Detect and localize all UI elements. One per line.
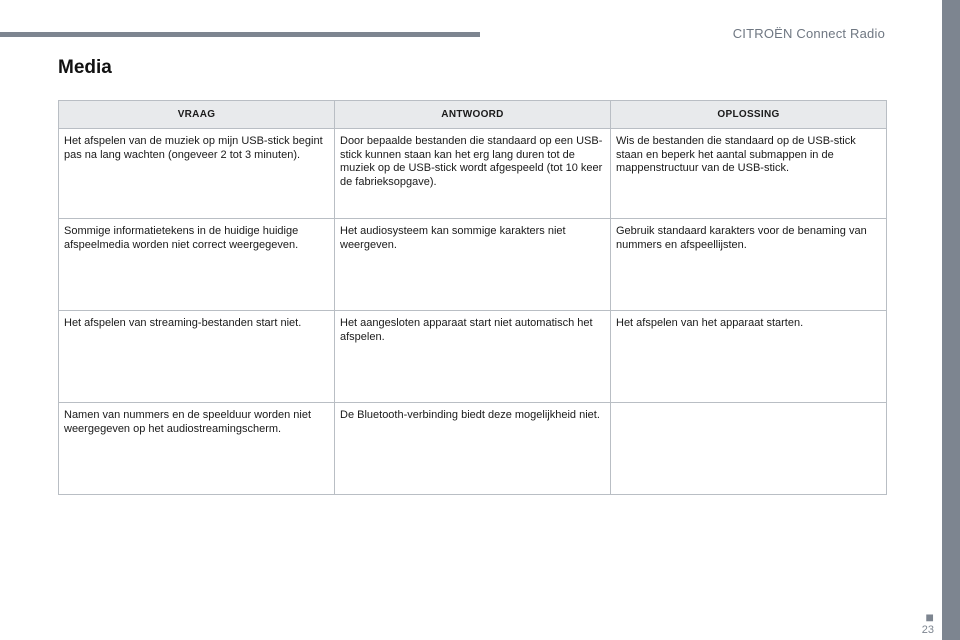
header-brand: CITROËN Connect Radio (732, 26, 885, 41)
table-row (59, 219, 887, 311)
cell-vraag: Namen van nummers en de speelduur worden niet weergegeven op het audiostreamingscherm. (59, 403, 335, 495)
cell-oplossing: Gebruik standaard karakters voor de benaming van nummers en afspeellijsten. (611, 219, 887, 311)
table-row (59, 311, 887, 403)
troubleshooting-table (58, 100, 887, 495)
cell-vraag: Het afspelen van de muziek op mijn USB-stick begint pas na lang wachten (ongeveer 2 tot 3 minuten). (59, 129, 335, 219)
table-header-row (59, 101, 887, 129)
table-row (59, 129, 887, 219)
section-marker-icon: ■ (925, 609, 934, 625)
page-title: Media (58, 57, 112, 78)
table-row (59, 403, 887, 495)
cell-antwoord: Het aangesloten apparaat start niet automatisch het afspelen. (335, 311, 611, 403)
column-header-vraag: VRAAG (59, 101, 335, 129)
side-strip (942, 0, 960, 640)
cell-oplossing (611, 403, 887, 495)
cell-antwoord: Het audiosysteem kan sommige karakters niet weergeven. (335, 219, 611, 311)
cell-antwoord: Door bepaalde bestanden die standaard op een USB-stick kunnen staan kan het erg lang duren tot de muziek op de USB-stick wordt afgespeeld (tot 10 keer de fabrieksopgave). (335, 129, 611, 219)
cell-oplossing: Het afspelen van het apparaat starten. (611, 311, 887, 403)
cell-antwoord: De Bluetooth-verbinding biedt deze mogelijkheid niet. (335, 403, 611, 495)
header-rule (0, 32, 480, 37)
page-footer (922, 610, 934, 636)
column-header-antwoord: ANTWOORD (335, 101, 611, 129)
cell-vraag: Het afspelen van streaming-bestanden start niet. (59, 311, 335, 403)
page-number: 23 (921, 624, 934, 636)
cell-vraag: Sommige informatietekens in de huidige huidige afspeelmedia worden niet correct weergegeven. (59, 219, 335, 311)
cell-oplossing: Wis de bestanden die standaard op de USB-stick staan en beperk het aantal submappen in de mappenstructuur van de USB-stick. (611, 129, 887, 219)
column-header-oplossing: OPLOSSING (611, 101, 887, 129)
